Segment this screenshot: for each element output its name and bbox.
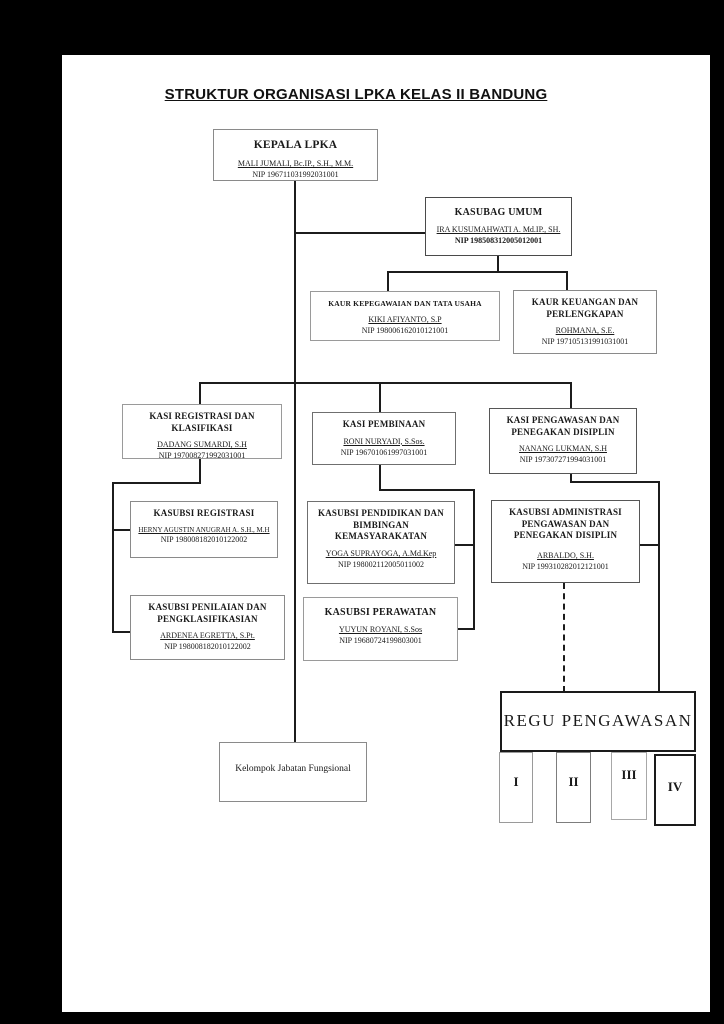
node-kelompok-jabatan-fungsional bbox=[219, 742, 367, 802]
node-kasubsi-penilaian bbox=[130, 595, 285, 660]
node-kasubag-umum bbox=[425, 197, 572, 256]
node-title: KASI REGISTRASI DAN KLASIFIKASI bbox=[149, 411, 255, 433]
node-title: KASUBSI PERAWATAN bbox=[324, 607, 437, 618]
connector-right-elbow-across bbox=[570, 481, 660, 483]
connector-kasi-reg-drop bbox=[199, 382, 201, 405]
node-kasi-pengawasan bbox=[489, 408, 637, 474]
connector-right-rail bbox=[658, 481, 660, 692]
node-regu-team-1 bbox=[499, 752, 533, 823]
node-person-name: RONI NURYADI, S.Sos. bbox=[343, 436, 425, 446]
node-title: KASI PENGAWASAN DAN PENEGAKAN DISIPLIN bbox=[506, 415, 620, 437]
node-person-name: ARDENEA EGRETTA, S.Pt. bbox=[160, 631, 255, 641]
team-label: I bbox=[513, 774, 519, 789]
node-label: Kelompok Jabatan Fungsional bbox=[235, 764, 351, 774]
node-title: KAUR KEPEGAWAIAN DAN TATA USAHA bbox=[328, 299, 482, 308]
node-kasi-registrasi bbox=[122, 404, 282, 459]
node-nip: NIP 198002112005011002 bbox=[338, 560, 424, 570]
connector-main-trunk bbox=[294, 181, 296, 742]
connector-mid-elbow-across bbox=[379, 489, 475, 491]
connector-mid-stub-pendidikan bbox=[455, 544, 475, 546]
connector-kaur-kepeg-drop bbox=[387, 271, 389, 292]
connector-kasi-split bbox=[199, 382, 572, 384]
node-person-name: ARBALDO, S.H. bbox=[537, 551, 594, 561]
node-person-name: MALI JUMALI, Bc.IP., S.H., M.M. bbox=[237, 158, 354, 168]
node-regu-pengawasan bbox=[500, 691, 696, 752]
node-title: KASI PEMBINAAN bbox=[342, 419, 426, 429]
node-person-name: YOGA SUPRAYOGA, A.Md.Kep bbox=[325, 549, 437, 559]
connector-right-stub-administrasi bbox=[640, 544, 660, 546]
node-person-name: KIKI AFIYANTO, S.P bbox=[368, 314, 442, 324]
connector-left-stub-penilaian bbox=[112, 631, 130, 633]
node-kepala-lpka bbox=[213, 129, 378, 181]
connector-left-stub-registrasi bbox=[112, 529, 130, 531]
node-title: KASUBAG UMUM bbox=[454, 207, 543, 218]
node-nip: NIP 196711031992031001 bbox=[252, 169, 339, 179]
node-kasi-pembinaan bbox=[312, 412, 456, 465]
node-kasubsi-pendidikan bbox=[307, 501, 455, 584]
node-nip: NIP 197307271994031001 bbox=[519, 455, 607, 465]
node-person-name: YUYUN ROYANI, S.Sos bbox=[338, 625, 423, 634]
team-label: IV bbox=[667, 779, 683, 794]
node-title: KASUBSI PENDIDIKAN DAN BIMBINGAN KEMASYARAKATAN bbox=[318, 508, 444, 542]
connector-left-elbow-across bbox=[112, 482, 201, 484]
node-nip: NIP 199310282012121001 bbox=[522, 562, 609, 572]
node-title: KASUBSI REGISTRASI bbox=[153, 508, 255, 518]
connector-mid-elbow-down bbox=[379, 465, 381, 491]
team-label: II bbox=[568, 774, 579, 789]
node-person-name: ROHMANA, S.E. bbox=[555, 326, 615, 336]
connector-mid-rail bbox=[473, 489, 475, 630]
connector-kaur-split bbox=[387, 271, 568, 273]
node-person-name: HERNY AGUSTIN ANUGRAH A. S.H., M.H bbox=[138, 525, 270, 534]
node-kaur-kepegawaian bbox=[310, 291, 500, 341]
node-person-name: DADANG SUMARDI, S.H bbox=[157, 440, 247, 450]
node-person-name: IRA KUSUMAHWATI A. Md.IP., SH. bbox=[436, 225, 561, 234]
connector-mid-stub-perawatan bbox=[458, 628, 475, 630]
team-label: III bbox=[621, 767, 637, 782]
node-regu-team-3 bbox=[611, 752, 647, 820]
node-label: REGU PENGAWASAN bbox=[503, 711, 693, 730]
node-kasubsi-registrasi bbox=[130, 501, 278, 558]
connector-kasi-peng-drop bbox=[570, 382, 572, 409]
node-title: KASUBSI ADMINISTRASI PENGAWASAN DAN PENEGAKAN DISIPLIN bbox=[509, 507, 622, 541]
org-chart-page bbox=[62, 55, 710, 1012]
node-nip: NIP 196701061997031001 bbox=[340, 447, 428, 457]
node-nip: NIP 19680724199803001 bbox=[339, 636, 422, 645]
node-nip: NIP 197105131991031001 bbox=[541, 337, 629, 347]
connector-kaur-keu-drop bbox=[566, 271, 568, 291]
node-title: KAUR KEUANGAN DAN PERLENGKAPAN bbox=[531, 297, 639, 319]
node-regu-team-4 bbox=[654, 754, 696, 826]
node-kasubsi-administrasi bbox=[491, 500, 640, 583]
node-nip: NIP 198006162010121001 bbox=[361, 325, 449, 335]
connector-kepala-kasubag bbox=[294, 232, 425, 234]
node-kasubsi-perawatan bbox=[303, 597, 458, 661]
connector-kasi-pemb-drop bbox=[379, 382, 381, 413]
node-regu-team-2 bbox=[556, 752, 591, 823]
node-title: KEPALA LPKA bbox=[253, 139, 338, 151]
node-title: KASUBSI PENILAIAN DAN PENGKLASIFIKASIAN bbox=[148, 602, 267, 624]
node-nip: NIP 197008271992031001 bbox=[158, 451, 246, 461]
node-person-name: NANANG LUKMAN, S.H bbox=[519, 444, 607, 454]
node-nip: NIP 198008182010122002 bbox=[164, 642, 251, 652]
node-nip: NIP 198508312005012001 bbox=[454, 236, 543, 245]
connector-left-elbow-down bbox=[199, 459, 201, 484]
connector-dashed-regu bbox=[563, 583, 565, 692]
connector-left-rail bbox=[112, 482, 114, 633]
page-title: STRUKTUR ORGANISASI LPKA KELAS II BANDUNG bbox=[164, 86, 548, 103]
node-kaur-keuangan bbox=[513, 290, 657, 354]
node-nip: NIP 198008182010122002 bbox=[160, 535, 248, 545]
